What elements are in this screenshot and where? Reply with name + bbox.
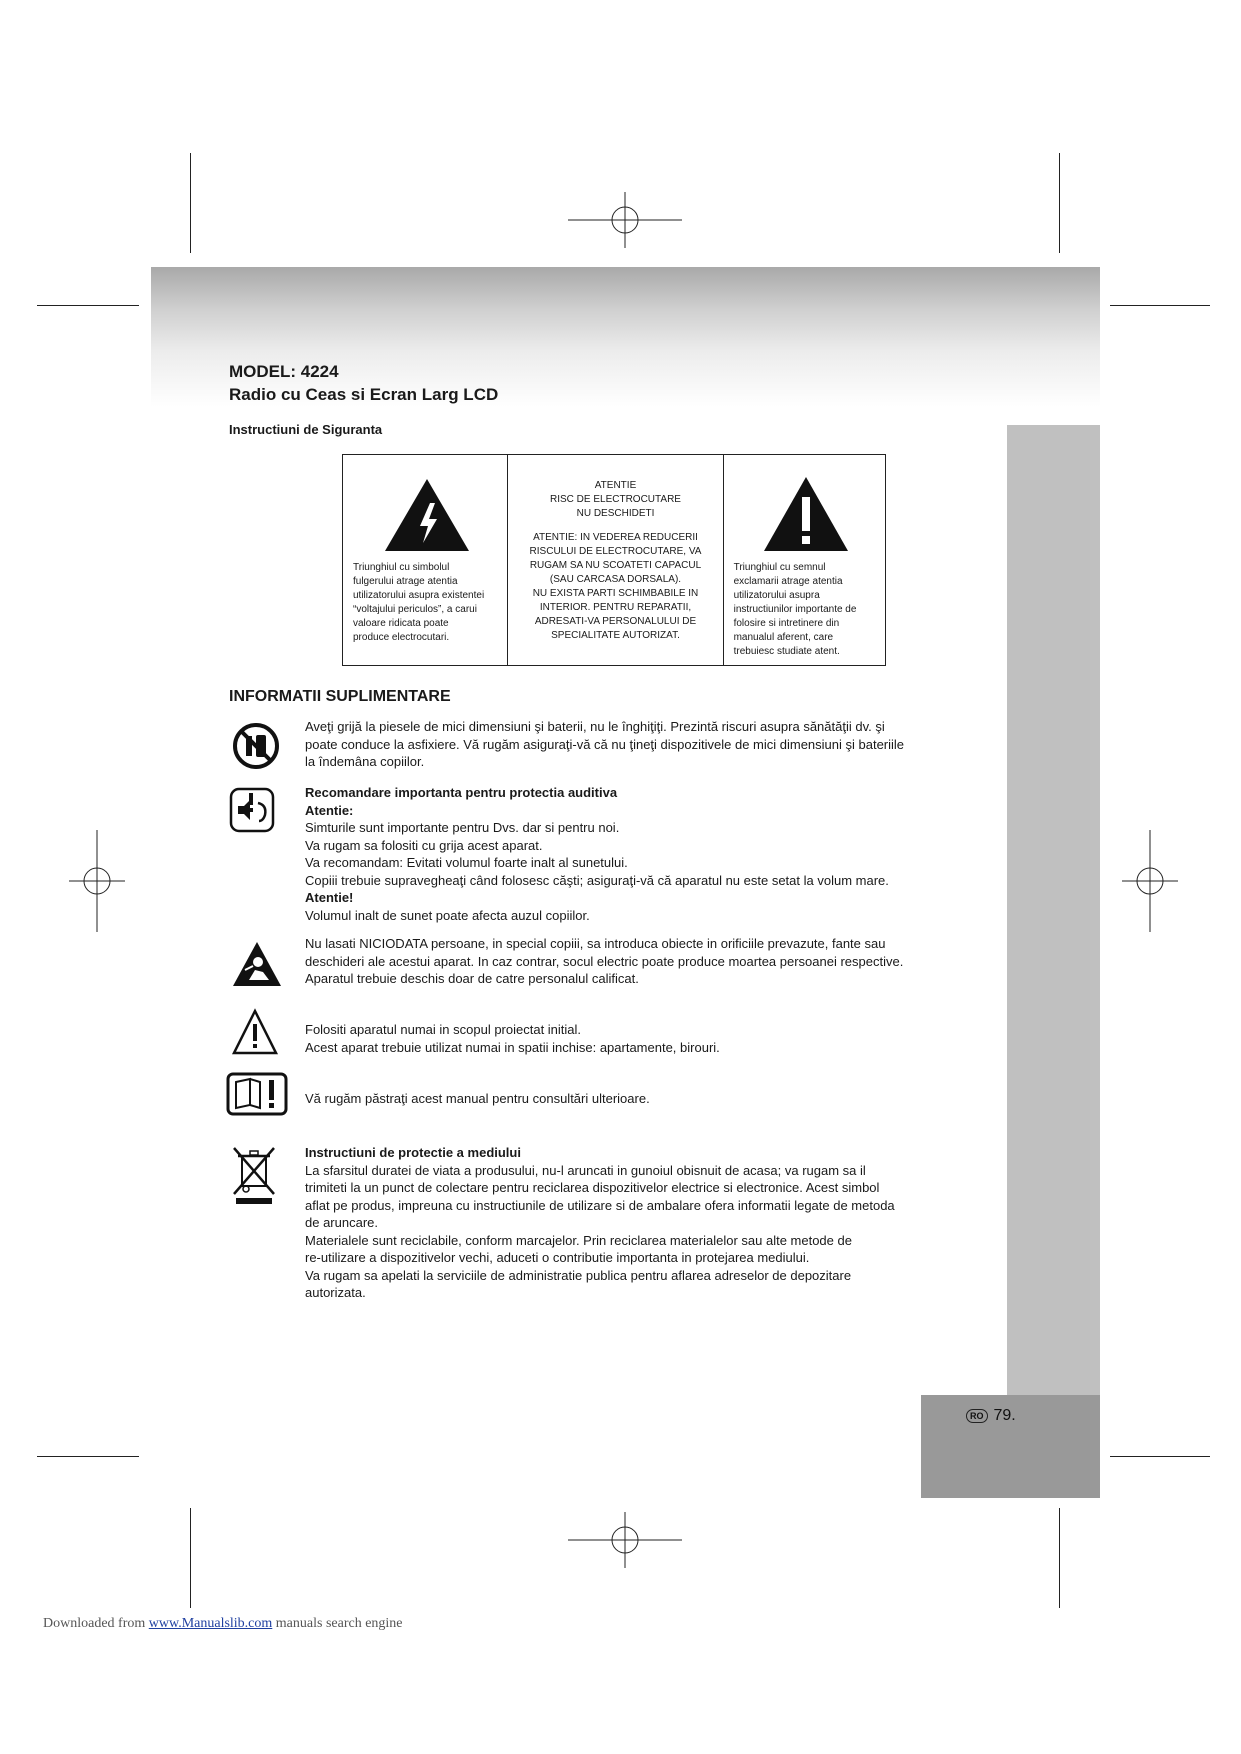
info-item-5-line: autorizata.: [305, 1285, 366, 1300]
caution-body-line: INTERIOR. PENTRU REPARATII,: [539, 602, 692, 613]
registration-mark-bottom-icon: [568, 1512, 682, 1568]
caution-body-line: RISCULUI DE ELECTROCUTARE, VA: [529, 546, 702, 557]
exclamation-triangle-icon: [762, 475, 850, 553]
weee-crossed-bin-icon: [230, 1146, 278, 1208]
info-item-5-line: Va rugam sa apelati la serviciile de administratie publica pentru aflarea adreselor de depozitare: [305, 1267, 852, 1283]
caution-title-line: RISC DE ELECTROCUTARE: [550, 494, 681, 505]
caution-title-line: ATENTIE: [594, 480, 637, 491]
exclamation-warning-line: Triunghiul cu semnul: [733, 562, 826, 573]
exclamation-warning-line: trebuiesc studiate atent.: [733, 646, 840, 657]
caution-body-line: RUGAM SA NU SCOATETI CAPACUL: [529, 560, 702, 571]
small-parts-text: [305, 718, 985, 771]
lightning-warning-text: [353, 561, 484, 645]
model-title: MODEL: 4224: [229, 362, 339, 381]
page-number: [966, 1407, 1016, 1425]
safety-heading: Instructiuni de Siguranta: [229, 422, 383, 437]
exclamation-warning-line: manualul aferent, care: [733, 632, 834, 643]
electric-shock-text: [305, 935, 985, 988]
lightning-warning-line: produce electrocutari.: [353, 632, 450, 643]
info-item-5-line: trimiteti la un punct de colectare pentru reciclarea dispozitivelor electrice si electronice. Acest simbol: [305, 1180, 880, 1195]
info-heading: INFORMATII SUPLIMENTARE: [229, 688, 451, 705]
caution-body-line: SPECIALITATE AUTORIZAT.: [551, 630, 680, 641]
warning-table: [342, 454, 886, 666]
info-item-2-line: Nu lasati NICIODATA persoane, in special copiii, sa introduca obiecte in orificiile prevazute, fante sau: [305, 936, 886, 951]
info-item-3-line: Acest aparat trebuie utilizat numai in spatii inchise: apartamente, birouri.: [305, 1039, 720, 1055]
registration-mark-left-icon: [69, 830, 125, 932]
exclamation-warning-line: utilizatorului asupra: [733, 590, 820, 601]
info-item-5-line: aflat pe produs, impreuna cu instructiunile de utilizare si de ambalare ofera informatii legate de metoda: [305, 1197, 895, 1213]
caution-body-line: ADRESATI-VA PERSONALULUI DE: [534, 616, 697, 627]
registration-mark-top-icon: [568, 192, 682, 248]
info-item-2-line: deschideri ale acestui aparat. In caz contrar, socul electric poate produce moartea persoanei respective.: [305, 953, 904, 969]
info-item-5-line: La sfarsitul duratei de viata a produsului, nu-l aruncati in gunoiul obisnuit de acasa; va rugam sa il: [305, 1162, 866, 1178]
caution-title-line: NU DESCHIDETI: [576, 508, 655, 519]
hearing-protection-icon: [229, 787, 275, 833]
caution-triangle-icon: [231, 1008, 279, 1056]
footer-prefix: Downloaded from: [43, 1616, 146, 1631]
info-item-3-line: Folositi aparatul numai in scopul proiectat initial.: [305, 1022, 582, 1037]
exclamation-warning-cell: [723, 455, 885, 665]
info-item-1-line: Copiii trebuie supravegheaţi când folosesc căşti; asiguraţi-vă că aparatul nu este setat la volum mare.: [305, 872, 889, 888]
exclamation-warning-text: [734, 561, 857, 659]
language-badge: RO: [966, 1409, 988, 1423]
side-bar: [1007, 425, 1100, 1395]
caution-body-line: (SAU CARCASA DORSALA).: [549, 574, 682, 585]
caution-center-cell: [507, 455, 722, 665]
hearing-atentie2-label: Atentie!: [305, 890, 354, 905]
info-item-1-line: Va rugam sa folositi cu grija acest aparat.: [305, 837, 543, 853]
lightning-warning-line: Triunghiul cu simbolul: [353, 562, 450, 573]
no-small-parts-icon: [232, 722, 280, 770]
info-item-4-line: Vă rugăm păstraţi acest manual pentru consultări ulterioare.: [305, 1091, 650, 1106]
hearing-title: Recomandare importanta pentru protectia auditiva: [305, 785, 618, 800]
manualslib-link[interactable]: www.Manualslib.com: [148, 1616, 273, 1631]
hearing-atentie-label: Atentie:: [305, 802, 354, 818]
electric-shock-warning-icon: [231, 940, 283, 988]
info-item-0-line: poate conduce la asfixiere. Vă rugăm asiguraţi-vă că nu ţineţi dispozitivele de mici dimensiuni şi bateriile: [305, 736, 905, 752]
hearing-block: [305, 784, 985, 924]
info-item-5-line: re-utilizare a dispozitivelor vechi, aduceti o contributie importanta in protejarea mediului.: [305, 1250, 810, 1265]
lightning-warning-cell: [343, 455, 507, 665]
info-item-0-line: la îndemâna copiilor.: [305, 754, 425, 769]
exclamation-warning-line: instructiunilor importante de: [733, 604, 857, 615]
info-item-0-line: Aveţi grijă la piesele de mici dimensiuni şi baterii, nu le înghiţiţi. Prezintă riscuri asupra sănătăţii dv. şi: [305, 719, 885, 734]
lightning-warning-line: utilizatorului asupra existentei: [353, 590, 485, 601]
caution-body-line: NU EXISTA PARTI SCHIMBABILE IN: [532, 588, 699, 599]
environment-title: Instructiuni de protectie a mediului: [305, 1145, 521, 1160]
product-title: Radio cu Ceas si Ecran Larg LCD: [229, 385, 499, 404]
exclamation-warning-line: exclamarii atrage atentia: [733, 576, 843, 587]
info-item-2-line: Aparatul trebuie deschis doar de catre personalul calificat.: [305, 971, 639, 986]
keep-manual-text: [305, 1090, 985, 1108]
registration-mark-right-icon: [1122, 830, 1178, 932]
info-item-5-line: Materialele sunt reciclabile, conform marcajelor. Prin reciclarea materialelor sau alte metode de: [305, 1232, 852, 1248]
lightning-warning-line: valoare ridicata poate: [353, 618, 449, 629]
info-item-1-line: Va recomandam: Evitati volumul foarte inalt al sunetului.: [305, 855, 628, 870]
hearing-tail-text: Volumul inalt de sunet poate afecta auzul copiilor.: [305, 907, 590, 923]
environment-block: [305, 1144, 985, 1302]
lightning-triangle-icon: [383, 477, 471, 553]
exclamation-warning-line: folosire si intretinere din: [733, 618, 840, 629]
footer: [43, 1616, 403, 1632]
info-item-5-line: de aruncare.: [305, 1215, 378, 1230]
lightning-warning-line: “voltajului periculos”, a carui: [353, 604, 477, 615]
caution-body-text: [508, 531, 722, 643]
environment-text: [305, 1162, 985, 1302]
caution-body-line: ATENTIE: IN VEDEREA REDUCERII: [533, 532, 698, 543]
footer-suffix: manuals search engine: [275, 1616, 403, 1631]
page-number-text: 79.: [993, 1407, 1016, 1424]
read-manual-icon: [226, 1072, 288, 1116]
lightning-warning-line: fulgerului atrage atentia: [353, 576, 458, 587]
hearing-text: [305, 819, 985, 889]
intended-use-text: [305, 1021, 985, 1056]
caution-title-text: [508, 479, 722, 521]
info-item-1-line: Simturile sunt importante pentru Dvs. dar si pentru noi.: [305, 820, 620, 835]
